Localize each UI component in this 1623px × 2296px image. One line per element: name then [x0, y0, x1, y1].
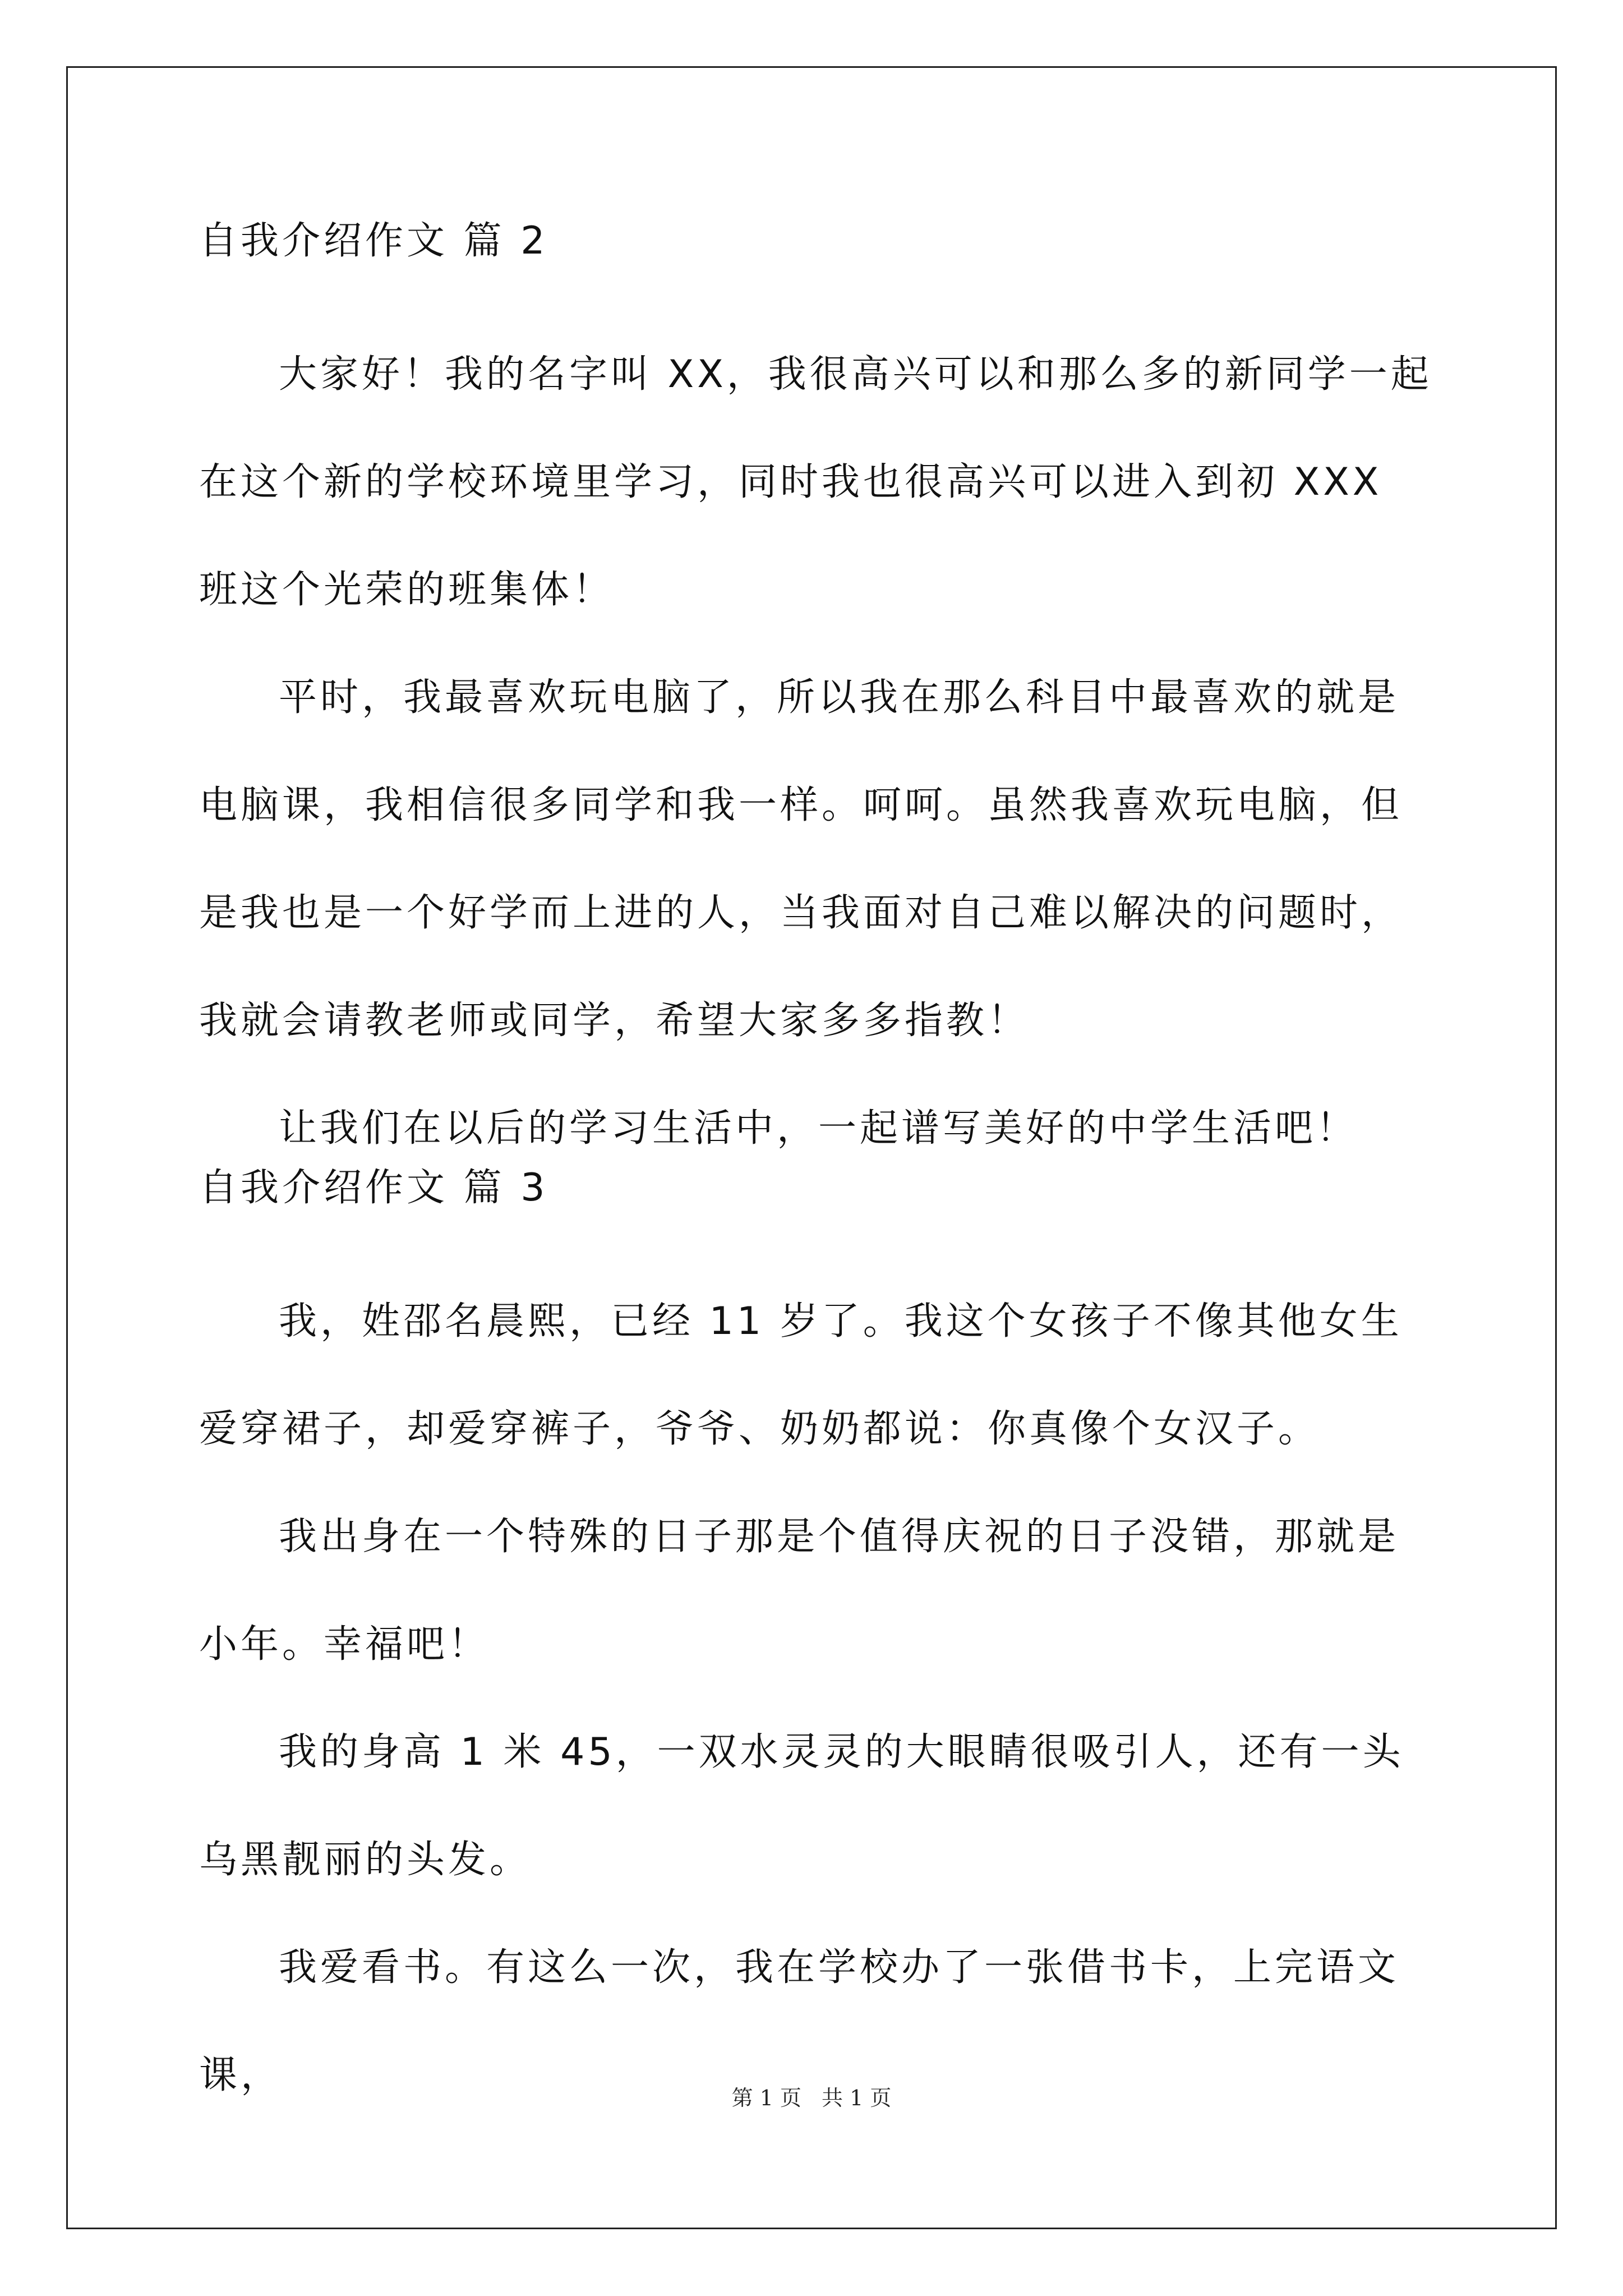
section-heading: 自我介绍作文 篇 3 [199, 1166, 548, 1210]
paragraph: 我，姓邵名晨熙，已经 11 岁了。我这个女孩子不像其他女生爱穿裙子，却爱穿裤子，爷爷、奶奶都说：你真像个女汉子。 [199, 1299, 1403, 1451]
page-number: 第 1 页 [731, 2086, 801, 2110]
paragraph: 大家好！我的名字叫 XX，我很高兴可以和那么多的新同学一起在这个新的学校环境里学习，同时我也很高兴可以进入到初 XXX 班这个光荣的班集体！ [199, 352, 1432, 612]
page-total: 共 1 页 [822, 2086, 892, 2110]
paragraph: 我出身在一个特殊的日子那是个值得庆祝的日子没错，那就是小年。幸福吧！ [199, 1515, 1400, 1667]
paragraph: 让我们在以后的学习生活中，一起谱写美好的中学生活吧！ [279, 1106, 1358, 1151]
paragraph: 我爱看书。有这么一次，我在学校办了一张借书卡，上完语文课， [199, 1945, 1400, 2097]
paragraph: 我的身高 1 米 45，一双水灵灵的大眼睛很吸引人，还有一头乌黑靓丽的头发。 [199, 1730, 1404, 1882]
page-footer [0, 2084, 1623, 2112]
paragraph: 平时，我最喜欢玩电脑了，所以我在那么科目中最喜欢的就是电脑课，我相信很多同学和我一样。呵呵。虽然我喜欢玩电脑，但是我也是一个好学而上进的人，当我面对自己难以解决的问题时，我就会请教老师或同学，希望大家多多指教！ [199, 675, 1403, 1043]
section-heading: 自我介绍作文 篇 2 [199, 219, 548, 263]
document-body [199, 213, 1433, 2129]
